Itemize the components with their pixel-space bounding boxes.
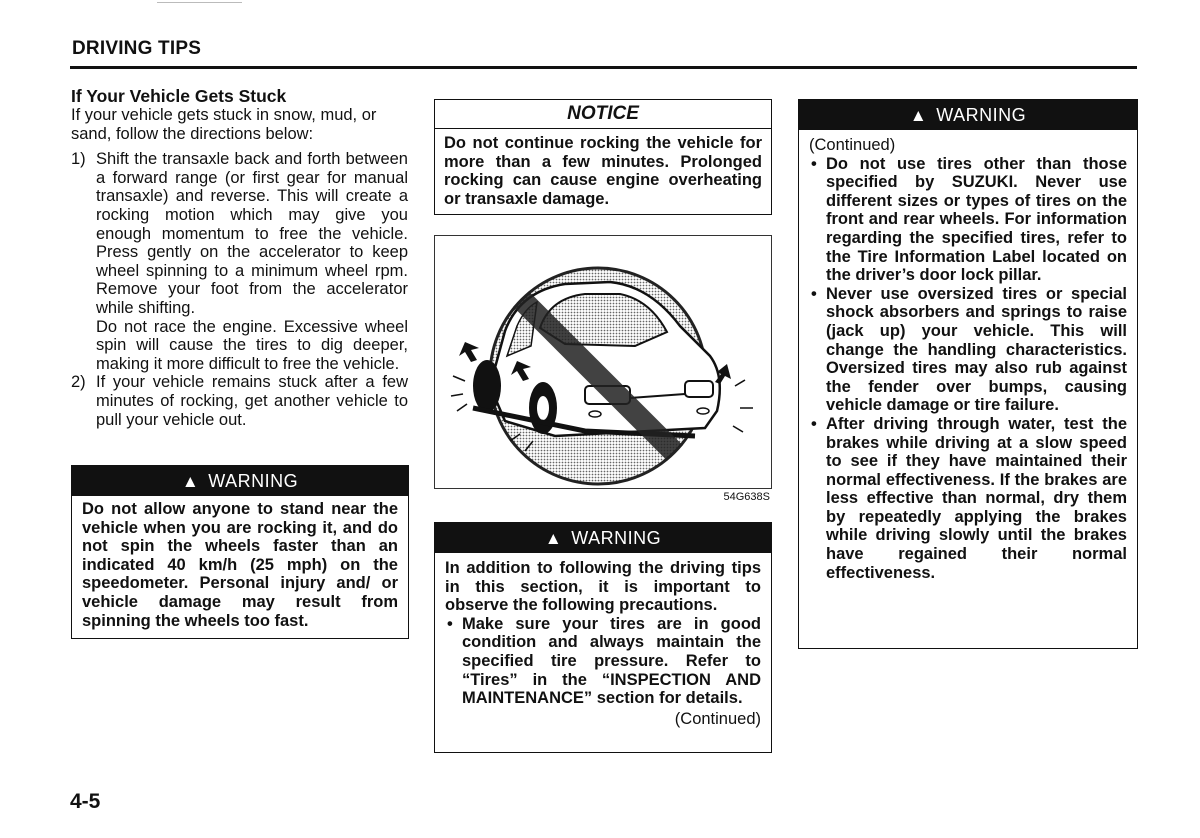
step-number: 1) [71, 150, 86, 169]
step-item [71, 150, 408, 373]
car-headlight [685, 381, 713, 397]
warning-body [799, 130, 1137, 590]
warning-text: Do not allow anyone to stand near the vehicle when you are rocking it, and do not spin the wheels faster than an indicated 40 km/h (25 mph) on the speedometer. Personal injury and/ or vehicle damage may result from spinning the wheels too fast. [82, 500, 398, 630]
notice-header: NOTICE [435, 100, 771, 129]
step-text: Shift the transaxle back and forth between a forward range (or first gear for manual transaxle) and reverse. This will create a rocking motion which may give you enough momentum to free the vehicle. Press gently on the accelerator to keep wheel spinning to a minimum wheel rpm. Remove your foot from the accelerator while shifting. [96, 150, 408, 317]
warning-intro: In addition to following the driving tips in this section, it is important to observe the following precautions. [445, 559, 761, 615]
bullet-item: • Do not use tires other than those specified by SUZUKI. Never use different sizes or types of tires on the front and rear wheels. For information regarding the specified tires, refer to the Tire Information Label located on the driver’s door lock pillar. [809, 155, 1127, 285]
step-number: 2) [71, 373, 86, 392]
illustration-svg [435, 236, 771, 488]
car-rear-wheel [473, 360, 501, 412]
car-foglight [589, 411, 601, 417]
bullet-item: • After driving through water, test the brakes while driving at a slow speed to see if they have maintained their normal effectiveness. If the brakes are less effective than normal, dry them by repeatedly applying the brakes while driving slowly until the brakes have regained their normal effectiveness. [809, 415, 1127, 582]
warning-triangle-icon: ▲ [909, 106, 928, 125]
car-foglight [697, 408, 709, 414]
warning-header [799, 100, 1137, 130]
bullet-item: • Make sure your tires are in good condition and always maintain the specified tire pressure. Refer to “Tires” in the “INSPECTION AND MAINTENANCE” section for details. [445, 615, 761, 708]
warning-triangle-icon: ▲ [181, 472, 200, 491]
figure-code: 54G638S [723, 491, 770, 503]
stuck-section [71, 86, 408, 429]
bullet-item: • Never use oversized tires or special shock absorbers and springs to raise (jack up) your vehicle. This will change the handling characteristics. Oversized tires may also rub against the fender over bumps, causing vehicle damage or tire failure. [809, 285, 1127, 415]
warning-box-continued [798, 99, 1138, 649]
warning-body [435, 553, 771, 736]
warning-box-precautions [434, 522, 772, 753]
warning-header [72, 466, 408, 496]
step-item [71, 373, 408, 429]
top-decorative-line [157, 2, 242, 3]
spin-arrow-icon [459, 342, 479, 362]
warning-label: WARNING [208, 471, 299, 491]
stuck-heading: If Your Vehicle Gets Stuck [71, 86, 287, 106]
warning-bullets [445, 615, 761, 708]
warning-box-rocking [71, 465, 409, 639]
header-rule [70, 66, 1137, 69]
page-number: 4-5 [70, 790, 101, 813]
stuck-intro: If your vehicle gets stuck in snow, mud, or sand, follow the directions below: [71, 106, 377, 143]
stuck-vehicle-illustration [434, 235, 772, 489]
continued-label: (Continued) [674, 709, 761, 728]
warning-label: WARNING [936, 105, 1027, 125]
step-extra-text: Do not race the engine. Excessive wheel spin will cause the tires to dig deeper, making it more difficult to free the vehicle. [96, 317, 408, 373]
warning-triangle-icon: ▲ [544, 529, 563, 548]
warning-header [435, 523, 771, 553]
warning-bullets [809, 155, 1127, 583]
notice-box [434, 99, 772, 215]
section-title: DRIVING TIPS [72, 38, 202, 59]
car-wheel-hub [537, 396, 549, 420]
continued-label: (Continued) [809, 136, 896, 154]
notice-text: Do not continue rocking the vehicle for more than a few minutes. Prolonged rocking can cause engine overheating or transaxle damage. [444, 134, 762, 208]
stuck-steps [71, 150, 408, 429]
step-text: If your vehicle remains stuck after a few minutes of rocking, get another vehicle to pull your vehicle out. [96, 373, 408, 429]
warning-label: WARNING [571, 528, 662, 548]
